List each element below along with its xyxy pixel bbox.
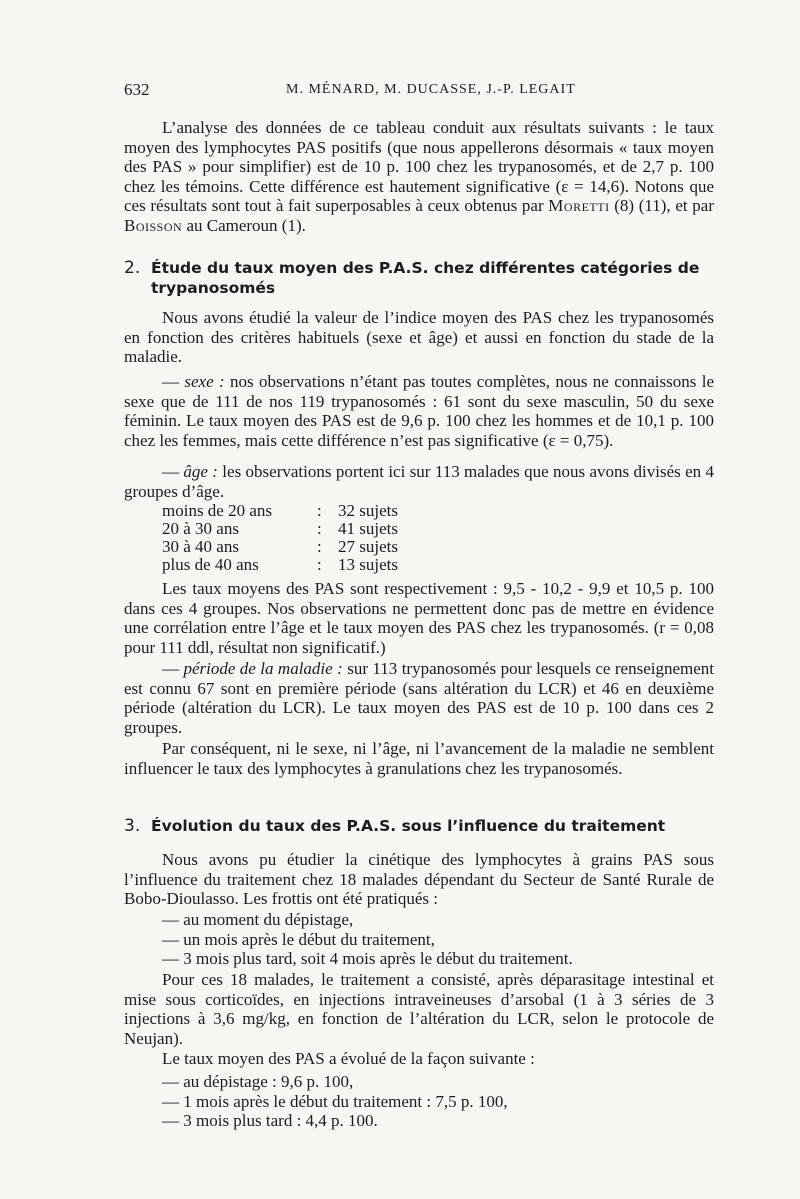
frottis-list	[124, 910, 714, 969]
age-group-colon: :	[317, 555, 322, 574]
age-group-colon: :	[317, 501, 322, 520]
running-head	[124, 80, 714, 104]
age-result-paragraph	[124, 579, 714, 657]
page-number: 632	[124, 80, 150, 99]
age-body: les observations portent ici sur 113 malades que nous avons divisés en 4 groupes d’âge.	[124, 462, 714, 501]
age-group-label: 30 à 40 ans	[162, 537, 239, 556]
section-3-p2: Pour ces 18 malades, le traitement a consisté, après déparasitage intestinal et mise sous corticoïdes, en injections intraveineuses d’arsobal (1 à 3 séries de 3 injections à 3,6 mg/kg, en fonction de l’altération du LCR, selon le protocole de Neujan).	[124, 970, 714, 1048]
section-3-number: 3.	[124, 816, 141, 836]
periode-paragraph	[124, 659, 714, 737]
author-boisson: Boisson	[124, 215, 183, 235]
intro-text	[124, 118, 714, 236]
age-group-count: 27 sujets	[338, 537, 398, 556]
sexe-body: nos observations n’étant pas toutes complètes, nous ne connaissons le sexe que de 111 de nos 119 trypanosomés : 61 sont du sexe masculin, 50 du sexe féminin. Le taux moyen des PAS est de 9,6 p. 100 chez les hommes et de 10,1 p. 100 chez les femmes, mais cette différence n’est pas significative (ε = 0,75).	[124, 372, 714, 450]
running-authors: M. MÉNARD, M. DUCASSE, J.-P. LEGAIT	[286, 82, 576, 97]
evolution-list	[124, 1072, 714, 1131]
age-group-table	[162, 502, 422, 574]
age-text	[124, 462, 714, 501]
section-2-conclusion: Par conséquent, ni le sexe, ni l’âge, ni l’avancement de la maladie ne semblent influencer le taux des lymphocytes à granulations chez les trypanosomés.	[124, 739, 714, 778]
sexe-text	[124, 372, 714, 450]
age-group-row	[162, 520, 422, 538]
age-group-count: 41 sujets	[338, 519, 398, 538]
age-group-row	[162, 556, 422, 574]
periode-body: sur 113 trypanosomés pour lesquels ce renseignement est connu 67 sont en première période (sans altération du LCR) et 46 en deuxième période (altération du LCR). Le taux moyen des PAS est de 10 p. 100 dans ces 2 groupes.	[124, 659, 714, 737]
intro-text-a: L’analyse des données de ce tableau conduit aux résultats suivants : le taux moyen des lymphocytes PAS positifs (que nous appellerons désormais « taux moyen des PAS » pour simplifier) est de 10 p. 100 chez les trypanosomés, et de 2,7 p. 100 chez les témoins. Cette différence est hautement significative (ε = 14,6). Notons que ces résultats sont tout à fait superposables à ceux obtenus par	[124, 118, 714, 216]
section-3-heading	[124, 816, 714, 836]
section-3-p1: Nous avons pu étudier la cinétique des lymphocytes à grains PAS sous l’influence du traitement chez 18 malades dépendant du Secteur de Santé Rurale de Bobo-Dioulasso. Les frottis ont été pratiqués :	[124, 850, 714, 909]
age-group-label: 20 à 30 ans	[162, 519, 239, 538]
age-group-row	[162, 538, 422, 556]
section-2-intro	[124, 308, 714, 367]
section-2-p1: Nous avons étudié la valeur de l’indice moyen des PAS chez les trypanosomés en fonction des critères habituels (sexe et âge) et aussi en fonction du stade de la maladie.	[124, 308, 714, 367]
age-group-count: 32 sujets	[338, 501, 398, 520]
treatment-paragraph	[124, 970, 714, 1048]
list-item: — 3 mois plus tard, soit 4 mois après le début du traitement.	[162, 949, 573, 969]
list-item: — au moment du dépistage,	[162, 910, 354, 929]
conclusion-paragraph	[124, 739, 714, 778]
age-paragraph	[124, 462, 714, 501]
age-result: Les taux moyens des PAS sont respectivement : 9,5 - 10,2 - 9,9 et 10,5 p. 100 dans ces 4 groupes. Nos observations ne permettent donc pas de mettre en évidence une corrélation entre l’âge et le taux moyen des PAS chez les trypanosomés. (r = 0,08 pour 111 ddl, résultat non significatif.)	[124, 579, 714, 657]
list-item: — au dépistage : 9,6 p. 100,	[162, 1072, 354, 1091]
age-group-colon: :	[317, 537, 322, 556]
intro-text-c: au Cameroun (1).	[182, 215, 306, 235]
author-moretti: Moretti	[548, 196, 610, 216]
list-item: — 3 mois plus tard : 4,4 p. 100.	[162, 1111, 378, 1131]
age-group-label: moins de 20 ans	[162, 501, 273, 520]
section-2-title: Étude du taux moyen des P.A.S. chez différentes catégories de trypanosomés	[151, 259, 700, 297]
age-group-colon: :	[317, 519, 322, 538]
sexe-dash: —	[162, 372, 185, 391]
sexe-paragraph	[124, 372, 714, 450]
periode-text	[124, 659, 714, 737]
periode-term: période de la maladie :	[183, 659, 343, 678]
section-3-title: Évolution du taux des P.A.S. sous l’influence du traitement	[151, 817, 666, 835]
age-group-count: 13 sujets	[338, 555, 398, 574]
section-2-heading	[124, 258, 714, 298]
periode-dash: —	[162, 659, 184, 678]
age-group-row	[162, 502, 422, 520]
intro-text-b: (8) (11), et par	[609, 196, 714, 216]
section-2-number: 2.	[124, 258, 141, 278]
list-item: — 1 mois après le début du traitement : 7,5 p. 100,	[162, 1091, 508, 1111]
evolution-intro	[124, 1049, 714, 1069]
sexe-term: sexe :	[184, 372, 225, 391]
section-3-p3: Le taux moyen des PAS a évolué de la façon suivante :	[162, 1049, 535, 1068]
list-item: — un mois après le début du traitement,	[162, 929, 435, 949]
age-group-label: plus de 40 ans	[162, 555, 259, 574]
section-3-intro	[124, 850, 714, 909]
age-term: âge :	[183, 462, 218, 481]
intro-paragraph	[124, 118, 714, 236]
age-dash: —	[162, 462, 184, 481]
